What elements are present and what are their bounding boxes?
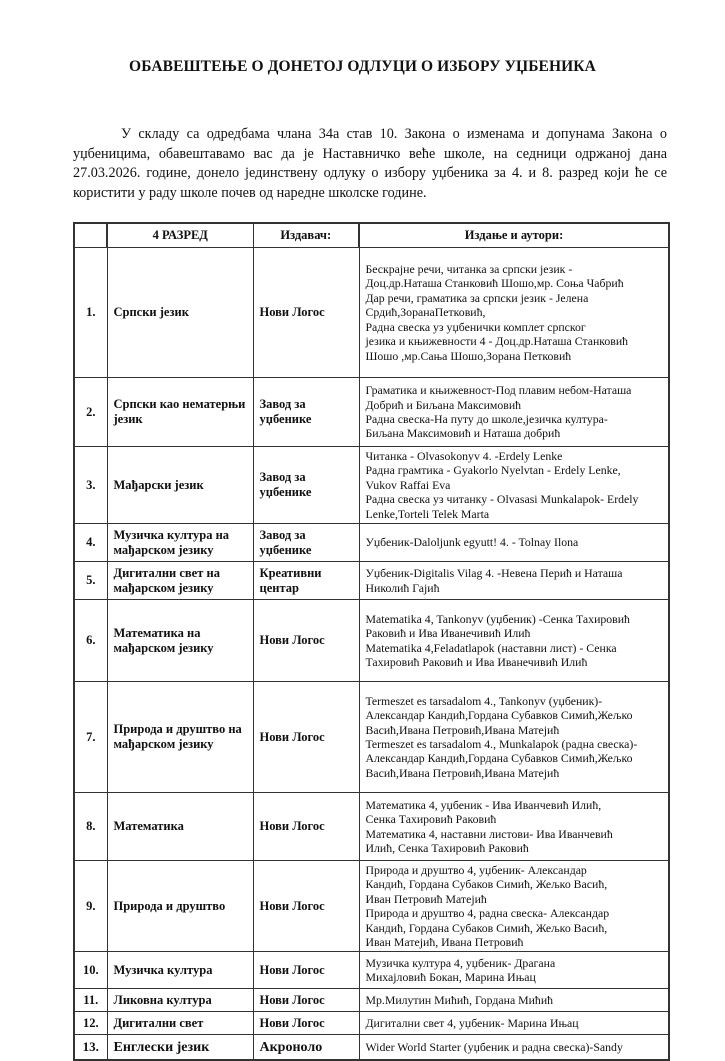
table-body bbox=[74, 248, 669, 1060]
table-row bbox=[74, 248, 669, 378]
edition-line: Уџбеник-Digitalis Vilag 4. -Невена Перић и Наташа bbox=[365, 566, 623, 581]
edition-line: Мр.Милутин Мићић, Гордана Мићић bbox=[365, 993, 554, 1008]
row-number: 13. bbox=[74, 1035, 107, 1060]
table-row bbox=[74, 524, 669, 562]
publisher-cell: Завод за уџбенике bbox=[253, 524, 359, 562]
edition-line: Природа и друштво 4, уџбеник- Александар bbox=[365, 863, 587, 878]
table-header-row bbox=[74, 223, 669, 248]
edition-line: Шошо ,мр.Сања Шошо,Зорана Петковић bbox=[365, 348, 572, 363]
edition-line: Дигитални свет 4, уџбеник- Марина Ињац bbox=[365, 1016, 579, 1031]
edition-line: Михајловић Бокан, Марина Ињац bbox=[365, 970, 536, 985]
edition-line: Радна свеска уз читанку - Olvasasi Munkalapok- Erdely bbox=[365, 492, 639, 507]
edition-line: Termeszet es tarsadalom 4., Tankonyv (уџбеник)- bbox=[365, 693, 603, 708]
textbook-table bbox=[73, 222, 670, 1061]
publisher-cell: Акроноло bbox=[253, 1035, 359, 1060]
edition-line: Кандић, Гордана Субаков Симић, Жељко Васић, bbox=[365, 920, 608, 935]
edition-cell bbox=[359, 248, 669, 378]
edition-cell bbox=[359, 378, 669, 447]
row-number: 7. bbox=[74, 682, 107, 793]
publisher-cell: Нови Логос bbox=[253, 793, 359, 861]
edition-cell bbox=[359, 861, 669, 952]
document-title: ОБАВЕШТЕЊЕ О ДОНЕТОЈ ОДЛУЦИ О ИЗБОРУ УЏБЕНИКА bbox=[129, 58, 596, 75]
subject-cell: Математика bbox=[107, 793, 253, 861]
header-number bbox=[74, 223, 107, 248]
edition-line: Природа и друштво 4, радна свеска- Александар bbox=[365, 906, 610, 921]
row-number: 4. bbox=[74, 524, 107, 562]
table-row bbox=[74, 952, 669, 989]
edition-cell bbox=[359, 1012, 669, 1035]
header-publisher: Издавач: bbox=[253, 223, 359, 248]
edition-line: Васић,Ивана Петровић,Ивана Матејић bbox=[365, 722, 560, 737]
edition-line: Бескрајне речи, читанка за српски језик - bbox=[365, 262, 573, 277]
edition-line: Matematika 4,Feladatlapok (наставни лист) - Сенка bbox=[365, 640, 617, 655]
subject-cell: Дигитални свет bbox=[107, 1012, 253, 1035]
edition-line: Раковић и Ива Иванечивић Илић bbox=[365, 626, 531, 641]
edition-line: Радна свеска уз уџбенички комплет српског bbox=[365, 319, 586, 334]
table-row bbox=[74, 682, 669, 793]
table-row bbox=[74, 378, 669, 447]
subject-cell: Математика на мађарском језику bbox=[107, 600, 253, 682]
edition-line: Доц.др.Наташа Станковић Шошо,мр. Соња Чабрић bbox=[365, 276, 624, 291]
header-edition: Издање и аутори: bbox=[359, 223, 669, 248]
subject-cell: Музичка култура на мађарском језику bbox=[107, 524, 253, 562]
edition-line: Музичка култура 4, уџбеник- Драгана bbox=[365, 956, 556, 971]
edition-line: Сенка Тахировић Раковић bbox=[365, 812, 497, 827]
edition-line: Математика 4, уџбеник - Ива Иванчевић Илић, bbox=[365, 797, 602, 812]
edition-line: Дар речи, граматика за српски језик - Јелена bbox=[365, 290, 589, 305]
edition-cell bbox=[359, 989, 669, 1012]
row-number: 8. bbox=[74, 793, 107, 861]
edition-cell bbox=[359, 682, 669, 793]
edition-line: Радна грамтика - Gyakorlo Nyelvtan - Erdely Lenke, bbox=[365, 463, 621, 478]
edition-line: Александар Кандић,Гордана Субавков Симић,Жељко bbox=[365, 708, 633, 723]
edition-line: Николић Гајић bbox=[365, 580, 440, 595]
row-number: 2. bbox=[74, 378, 107, 447]
row-number: 1. bbox=[74, 248, 107, 378]
edition-line: Срдић,ЗоранаПетковић, bbox=[365, 305, 486, 320]
edition-line: Termeszet es tarsadalom 4., Munkalapok (радна свеска)- bbox=[365, 737, 638, 752]
row-number: 9. bbox=[74, 861, 107, 952]
publisher-cell: Нови Логос bbox=[253, 989, 359, 1012]
edition-line: Vukov Raffai Eva bbox=[365, 477, 451, 492]
publisher-cell: Нови Логос bbox=[253, 600, 359, 682]
subject-cell: Српски као нематерњи језик bbox=[107, 378, 253, 447]
edition-line: Иван Петровић Матејић bbox=[365, 891, 487, 906]
subject-cell: Енглески језик bbox=[107, 1035, 253, 1060]
subject-cell: Ликовна култура bbox=[107, 989, 253, 1012]
edition-line: Lenke,Torteli Telek Marta bbox=[365, 506, 490, 521]
edition-line: Математика 4, наставни листови- Ива Иванчевић bbox=[365, 826, 613, 841]
publisher-cell: Нови Логос bbox=[253, 861, 359, 952]
publisher-cell: Нови Логос bbox=[253, 1012, 359, 1035]
edition-cell bbox=[359, 793, 669, 861]
row-number: 6. bbox=[74, 600, 107, 682]
edition-cell bbox=[359, 524, 669, 562]
edition-line: Иван Матејић, Ивана Петровић bbox=[365, 935, 524, 950]
edition-line: Кандић, Гордана Субаков Симић, Жељко Васић, bbox=[365, 877, 608, 892]
edition-cell bbox=[359, 952, 669, 989]
table-row bbox=[74, 1035, 669, 1060]
publisher-cell: Креативни центар bbox=[253, 562, 359, 600]
intro-paragraph: У складу са одредбама члана 34а став 10. Закона о изменама и допунама Закона о уџбеницима, обавештавамо вас да је Наставничко веће школе, на седници одржаној дана 27.03.2026. године, донело јединствену одлуку о избору уџбеника за 4. и 8. разред који ће се користити у раду школе почев од наредне школске године. bbox=[73, 126, 667, 201]
table-row bbox=[74, 861, 669, 952]
table-row bbox=[74, 562, 669, 600]
edition-line: Александар Кандић,Гордана Субавков Симић,Жељко bbox=[365, 751, 633, 766]
edition-line: Илић, Сенка Тахировић Раковић bbox=[365, 840, 529, 855]
edition-line: језика и књижевности 4 - Доц.др.Наташа Станковић bbox=[365, 334, 629, 349]
publisher-cell: Нови Логос bbox=[253, 248, 359, 378]
edition-cell bbox=[359, 562, 669, 600]
edition-line: Васић,Ивана Петровић,Ивана Матејић bbox=[365, 765, 560, 780]
row-number: 12. bbox=[74, 1012, 107, 1035]
publisher-cell: Нови Логос bbox=[253, 682, 359, 793]
edition-line: Уџбеник-Daloljunk egyutt! 4. - Tolnay Ilona bbox=[365, 535, 579, 550]
edition-cell bbox=[359, 1035, 669, 1060]
table-row bbox=[74, 1012, 669, 1035]
table-row bbox=[74, 600, 669, 682]
subject-cell: Природа и друштво bbox=[107, 861, 253, 952]
row-number: 3. bbox=[74, 447, 107, 524]
table-row bbox=[74, 793, 669, 861]
table-row bbox=[74, 989, 669, 1012]
subject-cell: Мађарски језик bbox=[107, 447, 253, 524]
publisher-cell: Завод за уџбенике bbox=[253, 378, 359, 447]
edition-line: Добрић и Биљана Максимовић bbox=[365, 397, 522, 412]
row-number: 10. bbox=[74, 952, 107, 989]
edition-line: Wider World Starter (уџбеник и радна свеска)-Sandy bbox=[365, 1040, 623, 1055]
row-number: 5. bbox=[74, 562, 107, 600]
row-number: 11. bbox=[74, 989, 107, 1012]
header-grade: 4 РАЗРЕД bbox=[107, 223, 253, 248]
table-row bbox=[74, 447, 669, 524]
edition-cell bbox=[359, 600, 669, 682]
subject-cell: Дигитални свет на мађарском језику bbox=[107, 562, 253, 600]
edition-line: Граматика и књижевност-Под плавим небом-Наташа bbox=[365, 383, 632, 398]
edition-line: Биљана Максимовић и Наташа добрић bbox=[365, 426, 561, 441]
edition-line: Тахировић Раковић и Ива Иванечивић Илић bbox=[365, 654, 588, 669]
publisher-cell: Завод за уџбенике bbox=[253, 447, 359, 524]
publisher-cell: Нови Логос bbox=[253, 952, 359, 989]
edition-line: Радна свеска-На путу до школе,језичка култура- bbox=[365, 412, 608, 426]
edition-line: Читанка - Olvasokonyv 4. -Erdely Lenke bbox=[365, 449, 563, 463]
subject-cell: Српски језик bbox=[107, 248, 253, 378]
edition-cell bbox=[359, 447, 669, 524]
subject-cell: Музичка култура bbox=[107, 952, 253, 989]
edition-line: Matematika 4, Tankonyv (уџбеник) -Сенка Тахировић bbox=[365, 611, 630, 626]
subject-cell: Природа и друштво на мађарском језику bbox=[107, 682, 253, 793]
